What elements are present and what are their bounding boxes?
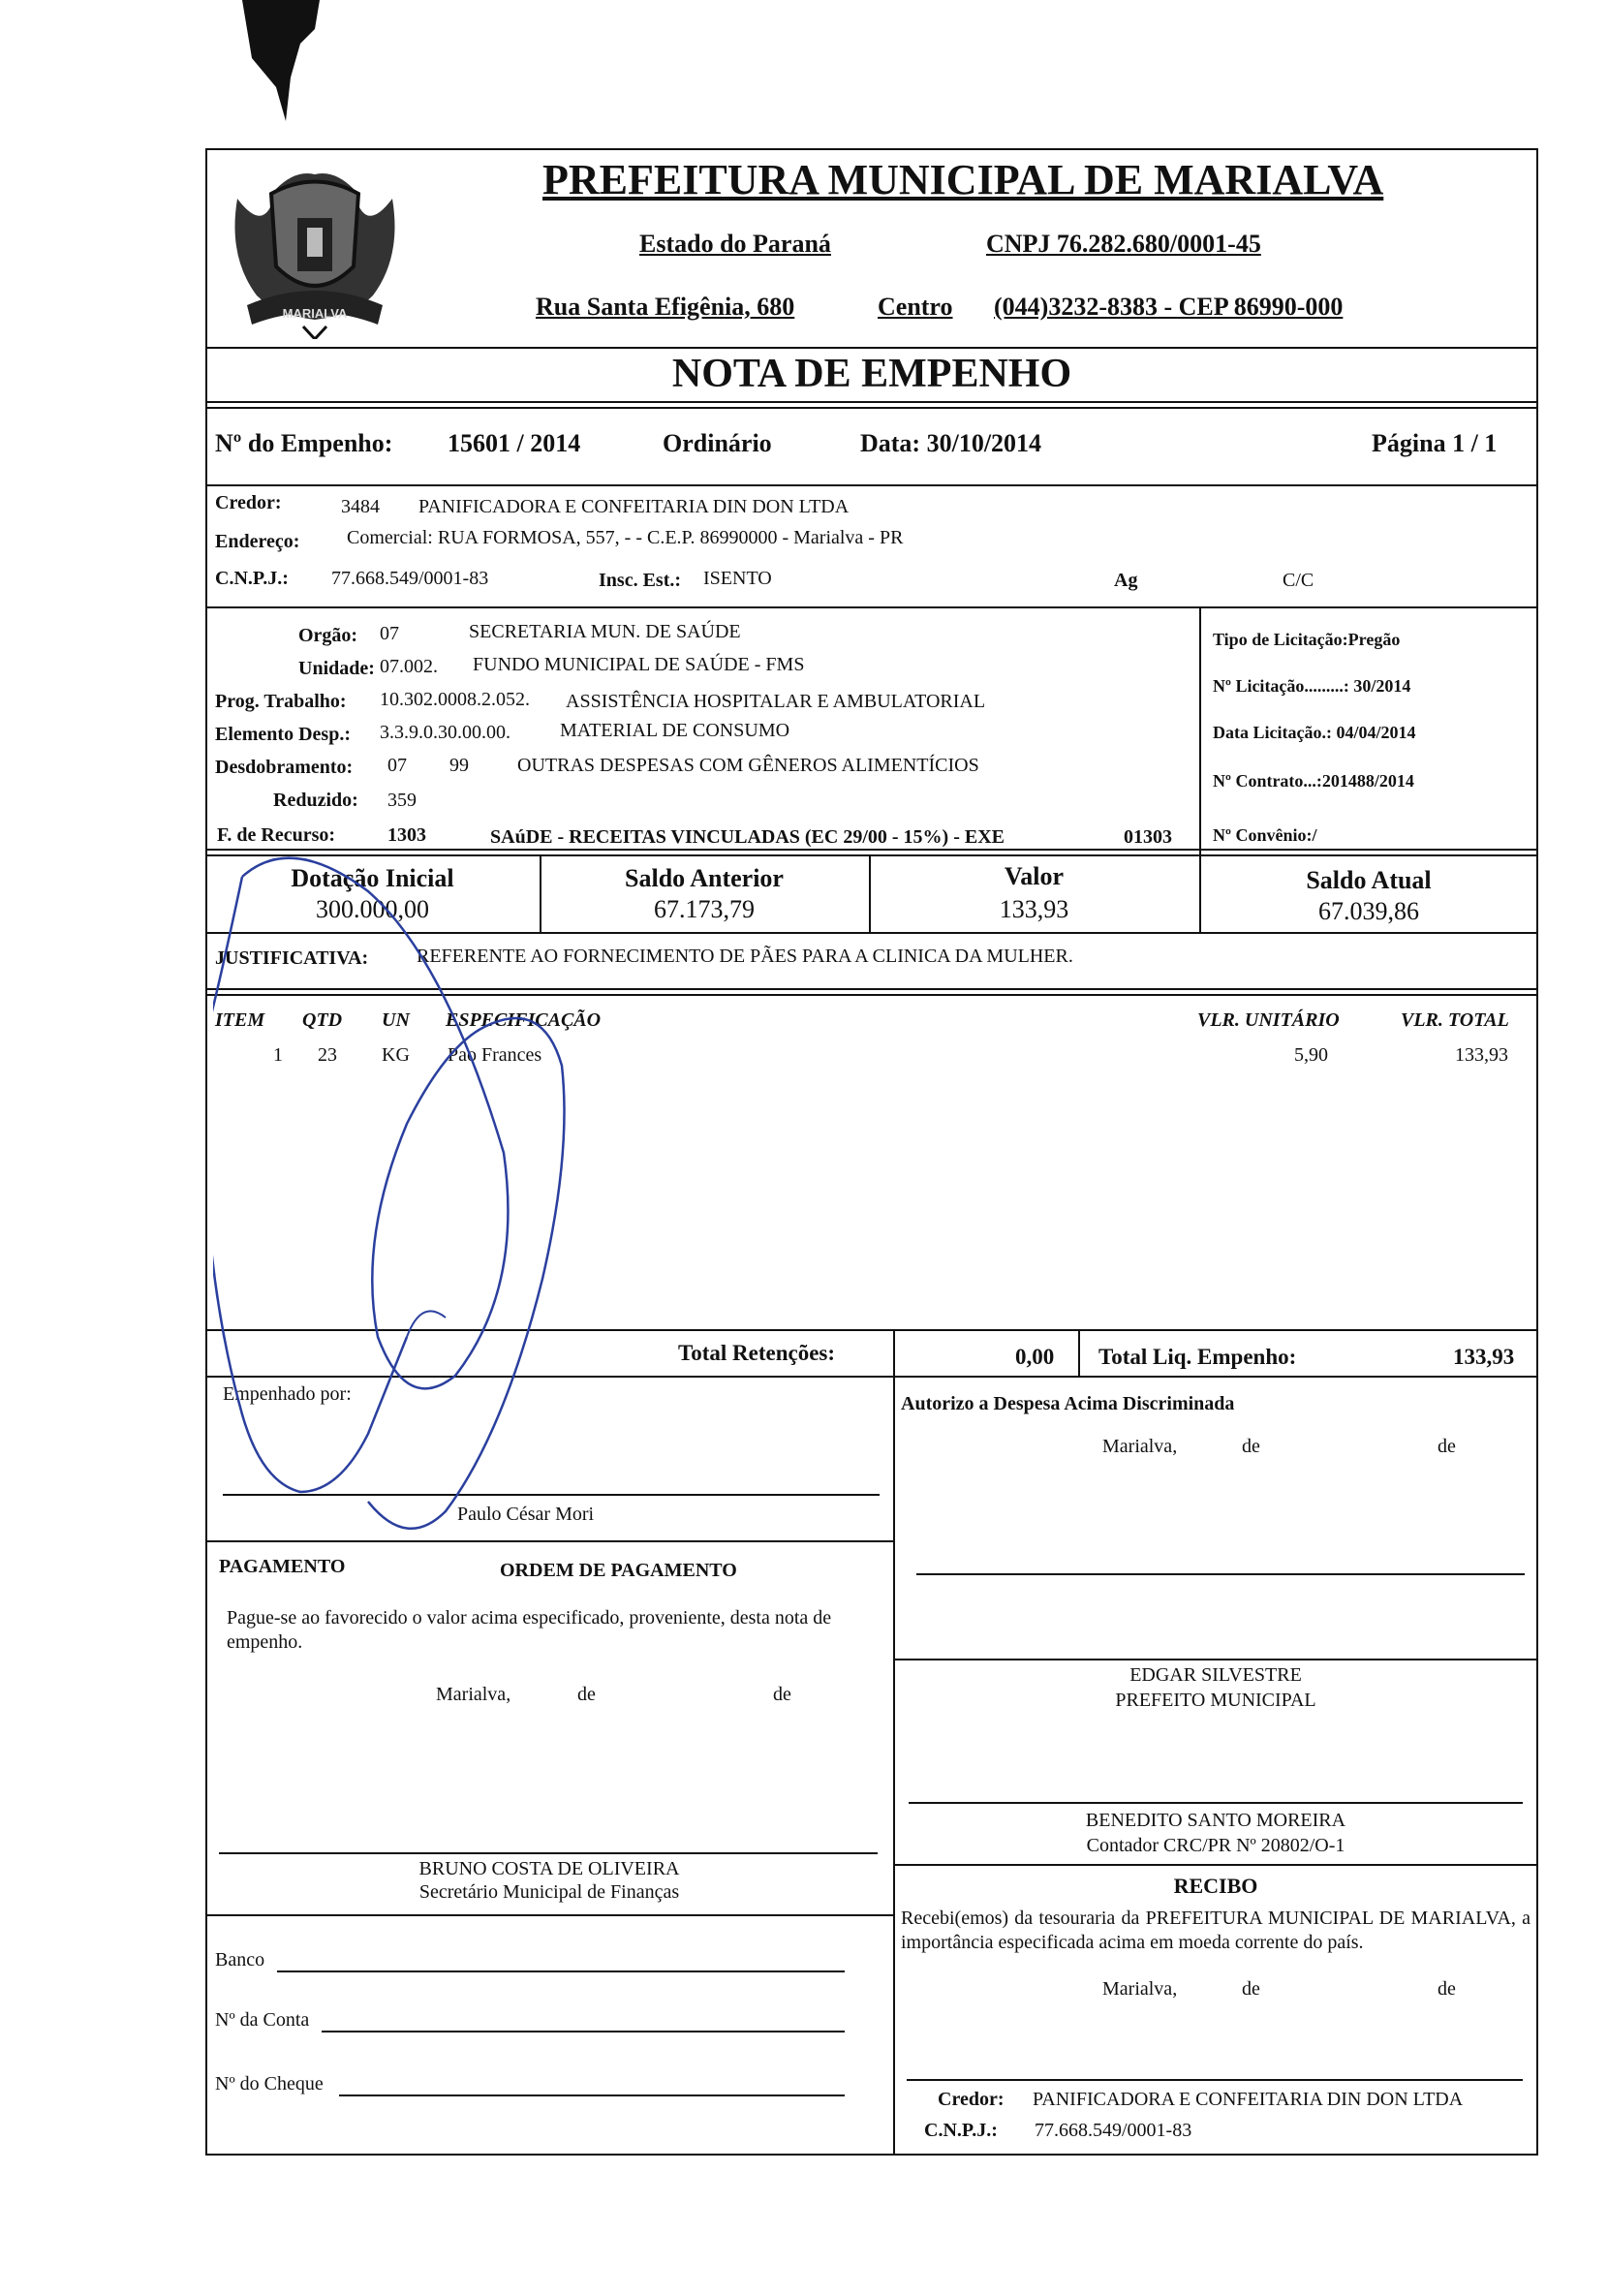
- pagamento-de1: de: [577, 1684, 596, 1705]
- col-vlr-total: VLR. TOTAL: [1401, 1009, 1509, 1031]
- justificativa-label: JUSTIFICATIVA:: [215, 947, 369, 969]
- empenho-num-value: 15601 / 2014: [448, 429, 581, 457]
- valor-value: 133,93: [999, 895, 1069, 923]
- orgao-code: 07: [380, 623, 399, 644]
- reduz-label: Reduzido:: [273, 790, 358, 811]
- dotacao-label: Dotação Inicial: [291, 864, 454, 892]
- header-district: Centro: [878, 293, 953, 321]
- licitacao-data: Data Licitação.: 04/04/2014: [1213, 723, 1416, 742]
- col-qtd: QTD: [302, 1009, 343, 1031]
- desd-name: OUTRAS DESPESAS COM GÊNEROS ALIMENTÍCIOS: [517, 755, 979, 776]
- insc-label: Insc. Est.:: [599, 570, 682, 591]
- licitacao-convenio: Nº Convênio:/: [1213, 825, 1317, 845]
- autorizo-label: Autorizo a Despesa Acima Discriminada: [901, 1393, 1235, 1414]
- address-label: Endereço:: [215, 531, 300, 552]
- conta-line: [322, 2031, 845, 2032]
- recibo-credor-label: Credor:: [938, 2089, 1005, 2110]
- pagamento-bottom-line: [205, 1914, 893, 1916]
- retencoes-label: Total Retenções:: [678, 1341, 836, 1365]
- state-name: Estado do Paraná: [639, 230, 831, 258]
- accountant-signature-line: [909, 1802, 1523, 1804]
- recurso-name: SAúDE - RECEITAS VINCULADAS (EC 29/00 - 15%) - EXE: [490, 826, 1005, 848]
- secretary-signature-line: [219, 1852, 878, 1854]
- header-phone-cep: (044)3232-8383 - CEP 86990-000: [994, 293, 1344, 321]
- seal-text: MARIALVA: [282, 306, 348, 321]
- credor-address: Comercial: RUA FORMOSA, 557, - - C.E.P. 86990000 - Marialva - PR: [347, 527, 904, 548]
- recibo-de2: de: [1438, 1978, 1456, 2000]
- credor-code: 3484: [341, 496, 380, 517]
- col-espec: ESPECIFICAÇÃO: [446, 1009, 602, 1031]
- row-un: KG: [382, 1044, 410, 1066]
- recibo-de1: de: [1242, 1978, 1260, 2000]
- licitacao-contrato: Nº Contrato...:201488/2014: [1213, 771, 1414, 791]
- credor-label: Credor:: [215, 492, 282, 513]
- autorizo-de2: de: [1438, 1436, 1456, 1457]
- header-cnpj: CNPJ 76.282.680/0001-45: [986, 230, 1261, 258]
- empenho-date: Data: 30/10/2014: [860, 429, 1042, 457]
- recibo-top-line: [893, 1864, 1538, 1866]
- totals-div-2: [1078, 1329, 1080, 1378]
- pagamento-place: Marialva,: [436, 1684, 511, 1705]
- title-top-line: [205, 347, 1538, 349]
- recibo-signature-line: [907, 2079, 1523, 2081]
- prog-code: 10.302.0008.2.052.: [380, 689, 530, 710]
- accountant-title: Contador CRC/PR Nº 20802/O-1: [1086, 1835, 1345, 1856]
- col-vlr-unit: VLR. UNITÁRIO: [1197, 1009, 1340, 1031]
- desd-code2: 99: [449, 755, 469, 776]
- liq-value: 133,93: [1453, 1345, 1515, 1369]
- secretary-title: Secretário Municipal de Finanças: [418, 1881, 680, 1903]
- ag-label: Ag: [1114, 570, 1138, 591]
- unidade-name: FUNDO MUNICIPAL DE SAÚDE - FMS: [473, 654, 805, 675]
- title-bottom-line: [205, 401, 1538, 403]
- elem-code: 3.3.9.0.30.00.00.: [380, 722, 510, 743]
- title-bottom-line-2: [205, 407, 1538, 409]
- budget-divider: [1199, 606, 1201, 860]
- prog-label: Prog. Trabalho:: [215, 691, 347, 712]
- row-item: 1: [273, 1044, 283, 1066]
- unidade-code: 07.002.: [380, 656, 438, 677]
- secretary-name: BRUNO COSTA DE OLIVEIRA: [418, 1858, 680, 1879]
- anterior-label: Saldo Anterior: [625, 864, 784, 892]
- scan-mark: [232, 0, 339, 126]
- recibo-cnpj-label: C.N.P.J.:: [924, 2120, 998, 2141]
- empenho-type: Ordinário: [663, 429, 772, 457]
- row-vlr-unit: 5,90: [1294, 1044, 1328, 1066]
- desd-code1: 07: [387, 755, 407, 776]
- banco-label: Banco: [215, 1949, 265, 1970]
- totals-div-1: [893, 1329, 895, 2155]
- empenhado-label: Empenhado por:: [223, 1383, 352, 1405]
- cheque-line: [339, 2094, 845, 2096]
- row-espec: Pao Frances: [448, 1044, 542, 1066]
- recibo-cnpj: 77.668.549/0001-83: [1035, 2120, 1192, 2141]
- orgao-name: SECRETARIA MUN. DE SAÚDE: [469, 621, 741, 642]
- orgao-label: Orgão:: [298, 625, 358, 646]
- reduz-code: 359: [387, 790, 417, 811]
- pagamento-de2: de: [773, 1684, 791, 1705]
- elem-name: MATERIAL DE CONSUMO: [560, 720, 790, 741]
- banco-line: [277, 1970, 845, 1972]
- credor-cnpj-label: C.N.P.J.:: [215, 568, 289, 589]
- handwritten-signature: [213, 833, 678, 1550]
- recibo-place: Marialva,: [1102, 1978, 1178, 2000]
- retencoes-value: 0,00: [1015, 1345, 1055, 1369]
- justificativa-text: REFERENTE AO FORNECIMENTO DE PÃES PARA A CLINICA DA MULHER.: [417, 946, 1073, 967]
- row-vlr-total: 133,93: [1455, 1044, 1508, 1066]
- mayor-title: PREFEITO MUNICIPAL: [1115, 1690, 1316, 1711]
- licitacao-numero: Nº Licitação.........: 30/2014: [1213, 676, 1411, 696]
- cheque-label: Nº do Cheque: [215, 2073, 324, 2094]
- recibo-credor-name: PANIFICADORA E CONFEITARIA DIN DON LTDA: [1033, 2089, 1464, 2110]
- mayor-signature-line: [916, 1573, 1525, 1575]
- recurso-code: 1303: [387, 824, 426, 846]
- autorizo-place: Marialva,: [1102, 1436, 1178, 1457]
- desd-label: Desdobramento:: [215, 757, 354, 778]
- unidade-label: Unidade:: [298, 658, 375, 679]
- header-street: Rua Santa Efigênia, 680: [536, 293, 795, 321]
- valor-label: Valor: [1004, 862, 1065, 890]
- recibo-text: Recebi(emos) da tesouraria da PREFEITURA MUNICIPAL DE MARIALVA, a importância especificada acima em moeda corrente do país.: [901, 1908, 1531, 1953]
- pagamento-label: PAGAMENTO: [219, 1556, 346, 1577]
- dotacao-value: 300.000,00: [316, 895, 429, 923]
- anterior-value: 67.173,79: [654, 895, 755, 923]
- col-un: UN: [382, 1009, 410, 1031]
- cc-label: C/C: [1283, 570, 1314, 591]
- elem-label: Elemento Desp.:: [215, 724, 351, 745]
- prog-name: ASSISTÊNCIA HOSPITALAR E AMBULATORIAL: [566, 691, 986, 712]
- municipality-title: PREFEITURA MUNICIPAL DE MARIALVA: [542, 156, 1384, 203]
- empenhado-signer: Paulo César Mori: [457, 1504, 595, 1525]
- autorizo-de1: de: [1242, 1436, 1260, 1457]
- credor-name: PANIFICADORA E CONFEITARIA DIN DON LTDA: [418, 496, 850, 517]
- recibo-label: RECIBO: [1173, 1874, 1258, 1898]
- liq-label: Total Liq. Empenho:: [1098, 1345, 1297, 1369]
- doc-title: NOTA DE EMPENHO: [671, 352, 1072, 396]
- credor-bottom-line: [205, 606, 1538, 608]
- conta-label: Nº da Conta: [215, 2009, 310, 2031]
- empenho-num-label: Nº do Empenho:: [215, 429, 393, 457]
- empenho-page: Página 1 / 1: [1372, 429, 1498, 457]
- col-item: ITEM: [215, 1009, 265, 1031]
- recurso-label: F. de Recurso:: [217, 824, 336, 846]
- row-qtd: 23: [318, 1044, 337, 1066]
- accountant-name: BENEDITO SANTO MOREIRA: [1085, 1810, 1346, 1831]
- atual-label: Saldo Atual: [1306, 866, 1432, 894]
- pagamento-text: Pague-se ao favorecido o valor acima especificado, proveniente, desta nota de empenho.: [227, 1607, 832, 1653]
- credor-cnpj: 77.668.549/0001-83: [331, 568, 489, 589]
- empenho-bottom-line: [205, 484, 1538, 486]
- recurso-code2: 01303: [1124, 826, 1172, 848]
- insc-value: ISENTO: [703, 568, 772, 589]
- municipal-seal: [218, 160, 412, 339]
- autorizo-mid-line: [893, 1659, 1538, 1660]
- atual-value: 67.039,86: [1318, 897, 1419, 925]
- ordem-label: ORDEM DE PAGAMENTO: [500, 1560, 737, 1581]
- licitacao-tipo: Tipo de Licitação:Pregão: [1213, 630, 1401, 649]
- mayor-name: EDGAR SILVESTRE: [1129, 1664, 1302, 1686]
